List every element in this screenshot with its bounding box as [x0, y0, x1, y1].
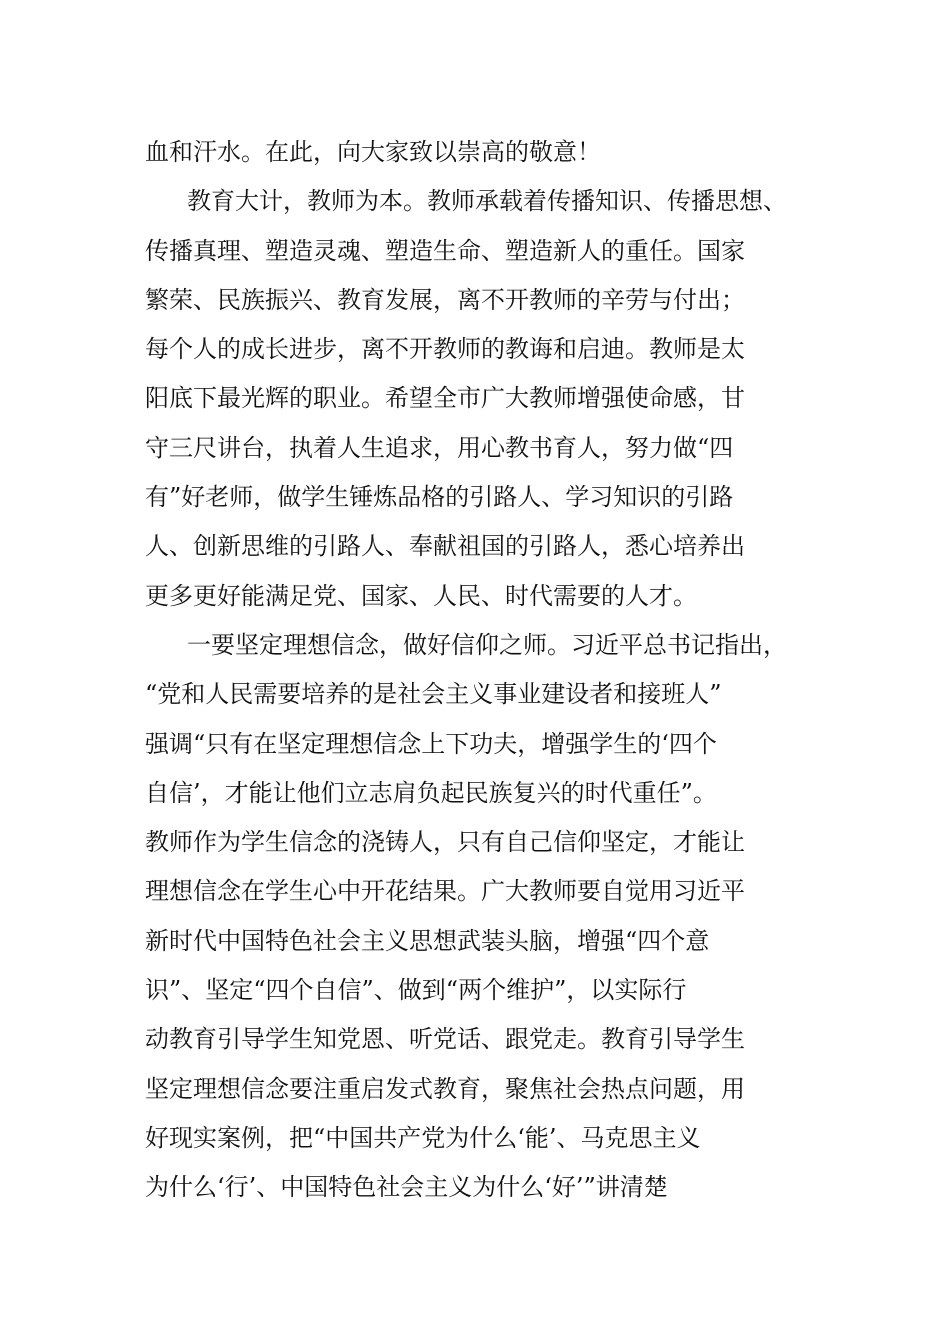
text-line-20: 坚定理想信念要注重启发式教育，聚焦社会热点问题，用: [145, 1074, 745, 1103]
text-line-7: 守三尺讲台，执着人生追求，用心教书育人，努力做“四: [145, 433, 734, 462]
text-line-10: 更多更好能满足党、国家、人民、时代需要的人才。: [145, 581, 697, 610]
text-line-16: 理想信念在学生心中开花结果。广大教师要自觉用习近平: [145, 877, 745, 906]
text-line-17: 新时代中国特色社会主义思想武装头脑，增强“四个意: [145, 926, 710, 955]
text-line-1: 血和汗水。在此，向大家致以崇高的敬意！: [145, 138, 601, 166]
document-body: [145, 128, 825, 1213]
text-line-21: 好现实案例，把“中国共产党为什么‘能’、马克思主义: [145, 1123, 701, 1152]
text-line-22: 为什么‘行’、中国特色社会主义为什么‘好’”讲清楚: [145, 1173, 668, 1202]
text-line-5: 每个人的成长进步，离不开教师的教诲和启迪。教师是太: [145, 335, 745, 364]
text-line-6: 阳底下最光辉的职业。希望全市广大教师增强使命感，甘: [145, 384, 745, 413]
paragraph-start-line: 教育大计，教师为本。教师承载着传播知识、传播思想、: [187, 187, 787, 216]
text-line-13: 强调“只有在坚定理想信念上下功夫，增强学生的‘四个: [145, 729, 717, 758]
text-line-19: 动教育引导学生知党恩、听党话、跟党走。教育引导学生: [145, 1025, 745, 1054]
text-line-18: 识”、坚定“四个自信”、做到“两个维护”，以实际行: [145, 976, 687, 1005]
text-line-4: 繁荣、民族振兴、教育发展，离不开教师的辛劳与付出；: [145, 285, 745, 314]
paragraph-start-line: 一要坚定理想信念，做好信仰之师。习近平总书记指出，: [187, 630, 787, 659]
text-line-14: 自信’，才能让他们立志肩负起民族复兴的时代重任”。: [145, 778, 717, 807]
text-line-3: 传播真理、塑造灵魂、塑造生命、塑造新人的重任。国家: [145, 236, 745, 265]
text-line-9: 人、创新思维的引路人、奉献祖国的引路人，悉心培养出: [145, 532, 745, 561]
text-line-12: “党和人民需要培养的是社会主义事业建设者和接班人”: [145, 680, 722, 709]
text-line-8: 有”好老师，做学生锤炼品格的引路人、学习知识的引路: [145, 483, 734, 512]
text-line-15: 教师作为学生信念的浇铸人，只有自己信仰坚定，才能让: [145, 828, 745, 857]
